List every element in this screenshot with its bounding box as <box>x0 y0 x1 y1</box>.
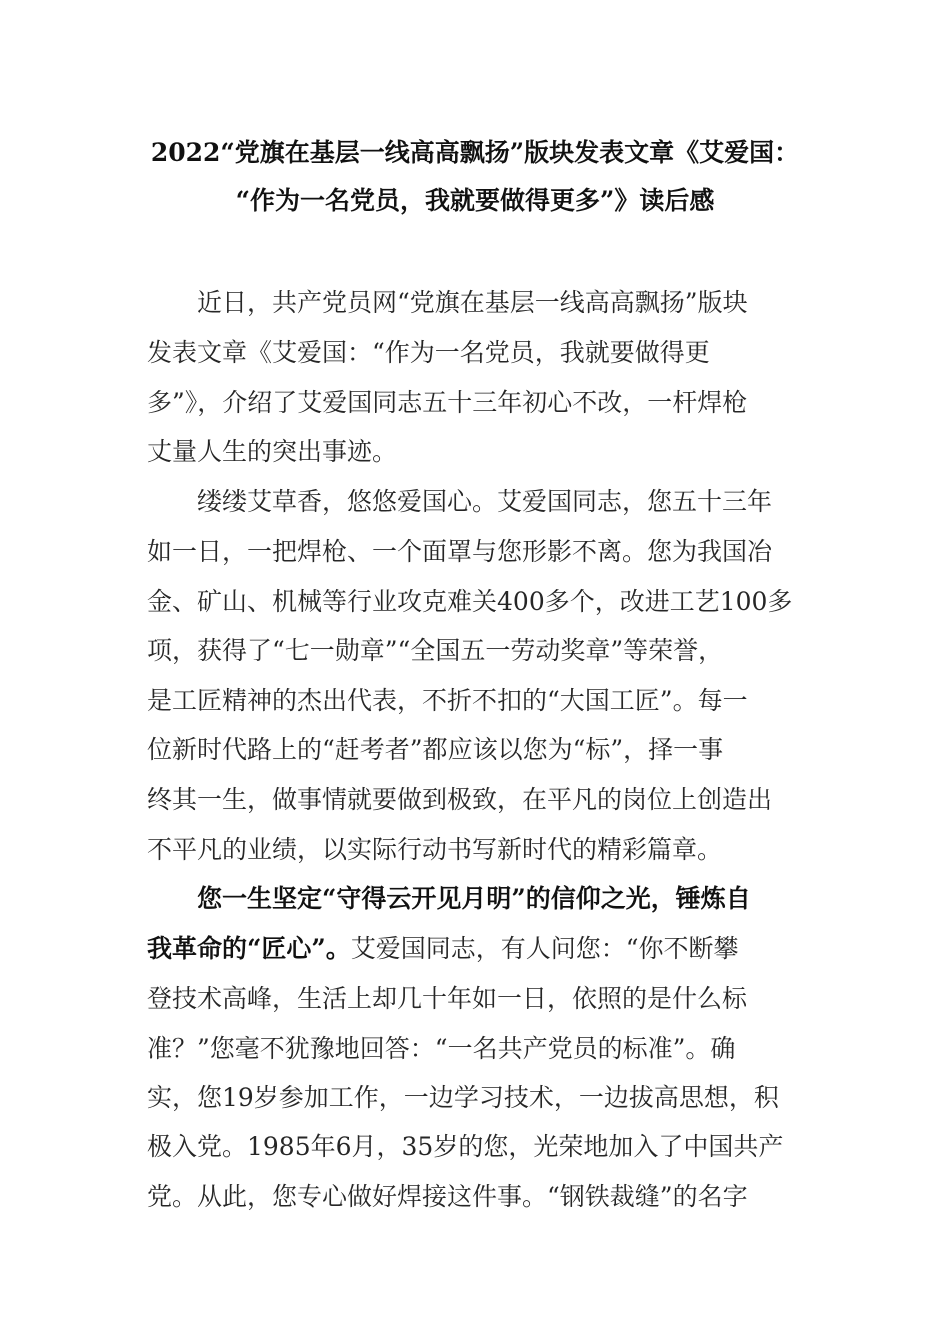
paragraph-2-line: 位新时代路上的“赶考者”都应该以您为“标”，择一事 <box>147 735 724 764</box>
paragraph-2-line: 项，获得了“七一勋章”“全国五一劳动奖章”等荣誉， <box>147 636 724 665</box>
paragraph-1-line: 多”》，介绍了艾爱国同志五十三年初心不改，一杆焊枪 <box>147 388 748 417</box>
paragraph-3-line <box>147 936 739 961</box>
paragraph-3-line: 极入党。1985年6月，35岁的您，光荣地加入了中国共产 <box>147 1132 784 1161</box>
paragraph-3-line: 准？”您毫不犹豫地回答：“一名共产党员的标准”。确 <box>147 1034 736 1063</box>
paragraph-3-line-rest: 艾爱国同志，有人问您：“你不断攀 <box>350 934 739 963</box>
paragraph-2-line: 金、矿山、机械等行业攻克难关400多个，改进工艺100多 <box>147 587 793 616</box>
paragraph-3-line: 实，您19岁参加工作，一边学习技术，一边拔高思想，积 <box>147 1083 779 1112</box>
paragraph-3-heading-end: 我革命的“匠心”。 <box>147 934 351 963</box>
paragraph-2-line: 是工匠精神的杰出代表，不折不扣的“大国工匠”。每一 <box>147 686 748 715</box>
paragraph-2-line: 终其一生，做事情就要做到极致，在平凡的岗位上创造出 <box>147 785 773 814</box>
paragraph-2-line: 不平凡的业绩，以实际行动书写新时代的精彩篇章。 <box>147 835 723 864</box>
paragraph-1-line: 发表文章《艾爱国：“作为一名党员，我就要做得更 <box>147 338 710 367</box>
document-title-line-2: “作为一名党员，我就要做得更多”》读后感 <box>235 186 715 215</box>
paragraph-3-line: 登技术高峰，生活上却几十年如一日，依照的是什么标 <box>147 984 748 1013</box>
paragraph-2-line: 如一日，一把焊枪、一个面罩与您形影不离。您为我国冶 <box>147 537 773 566</box>
paragraph-3-line: 党。从此，您专心做好焊接这件事。“钢铁裁缝”的名字 <box>147 1182 748 1211</box>
paragraph-2-line: 缕缕艾草香，悠悠爱国心。艾爱国同志，您五十三年 <box>197 487 773 516</box>
document-title-line-1: 2022“党旗在基层一线高高飘扬”版块发表文章《艾爱国： <box>150 138 800 167</box>
paragraph-1-line: 丈量人生的突出事迹。 <box>147 437 398 466</box>
paragraph-3-heading: 您一生坚定“守得云开见月明”的信仰之光，锤炼自 <box>197 884 751 913</box>
paragraph-1-line: 近日，共产党员网“党旗在基层一线高高飘扬”版块 <box>197 288 748 317</box>
